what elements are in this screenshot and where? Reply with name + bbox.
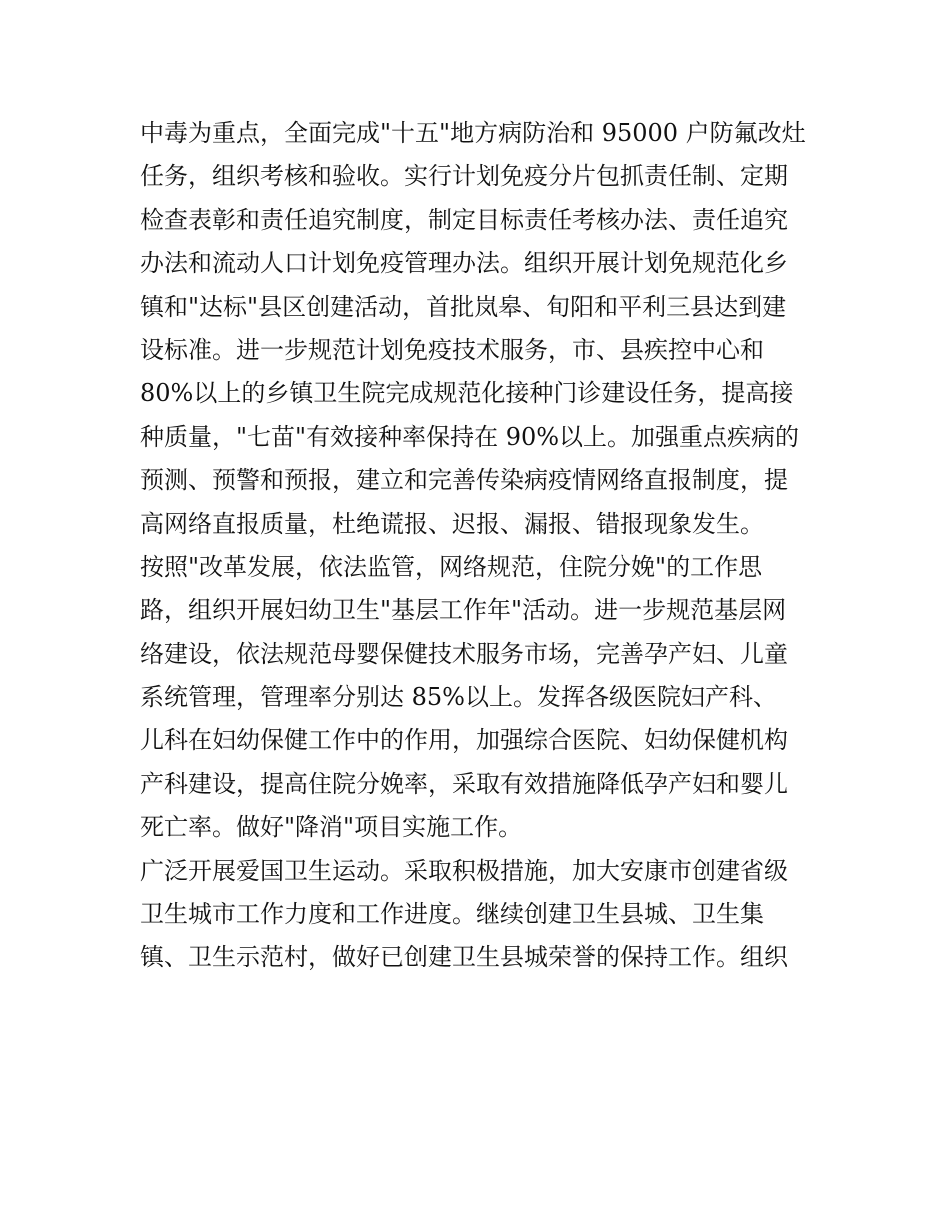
- text-line: 广泛开展爱国卫生运动。采取积极措施，加大安康市创建省级: [140, 856, 788, 885]
- text-line: 儿科在妇幼保健工作中的作用，加强综合医院、妇幼保健机构: [140, 726, 788, 755]
- text-line: 预测、预警和预报，建立和完善传染病疫情网络直报制度，提: [140, 466, 788, 495]
- text-line: 产科建设，提高住院分娩率，采取有效措施降低孕产妇和婴儿: [140, 769, 788, 798]
- text-line: 任务，组织考核和验收。实行计划免疫分片包抓责任制、定期: [140, 162, 788, 191]
- text-line: 死亡率。做好"降消"项目实施工作。: [140, 813, 523, 842]
- text-line: 高网络直报质量，杜绝谎报、迟报、漏报、错报现象发生。: [140, 509, 764, 538]
- body-text: [140, 112, 820, 980]
- text-line: 设标准。进一步规范计划免疫技术服务，市、县疾控中心和: [140, 335, 764, 364]
- text-line: 办法和流动人口计划免疫管理办法。组织开展计划免规范化乡: [140, 249, 788, 278]
- text-line: 种质量，"七苗"有效接种率保持在 90%以上。加强重点疾病的: [140, 422, 800, 451]
- text-line: 检查表彰和责任追究制度，制定目标责任考核办法、责任追究: [140, 205, 788, 234]
- text-line: 镇、卫生示范村，做好已创建卫生县城荣誉的保持工作。组织: [140, 943, 788, 972]
- text-line: 络建设，依法规范母婴保健技术服务市场，完善孕产妇、儿童: [140, 639, 788, 668]
- text-line: 路，组织开展妇幼卫生"基层工作年"活动。进一步规范基层网: [140, 596, 787, 625]
- text-line: 按照"改革发展，依法监管，网络规范，住院分娩"的工作思: [140, 552, 763, 581]
- text-line: 镇和"达标"县区创建活动，首批岚皋、旬阳和平利三县达到建: [140, 292, 787, 321]
- text-line: 系统管理，管理率分别达 85%以上。发挥各级医院妇产科、: [140, 683, 777, 712]
- text-line: 卫生城市工作力度和工作进度。继续创建卫生县城、卫生集: [140, 900, 764, 929]
- text-line: 80%以上的乡镇卫生院完成规范化接种门诊建设任务，提高接: [140, 379, 794, 408]
- text-line: 中毒为重点，全面完成"十五"地方病防治和 95000 户防氟改灶: [140, 119, 806, 147]
